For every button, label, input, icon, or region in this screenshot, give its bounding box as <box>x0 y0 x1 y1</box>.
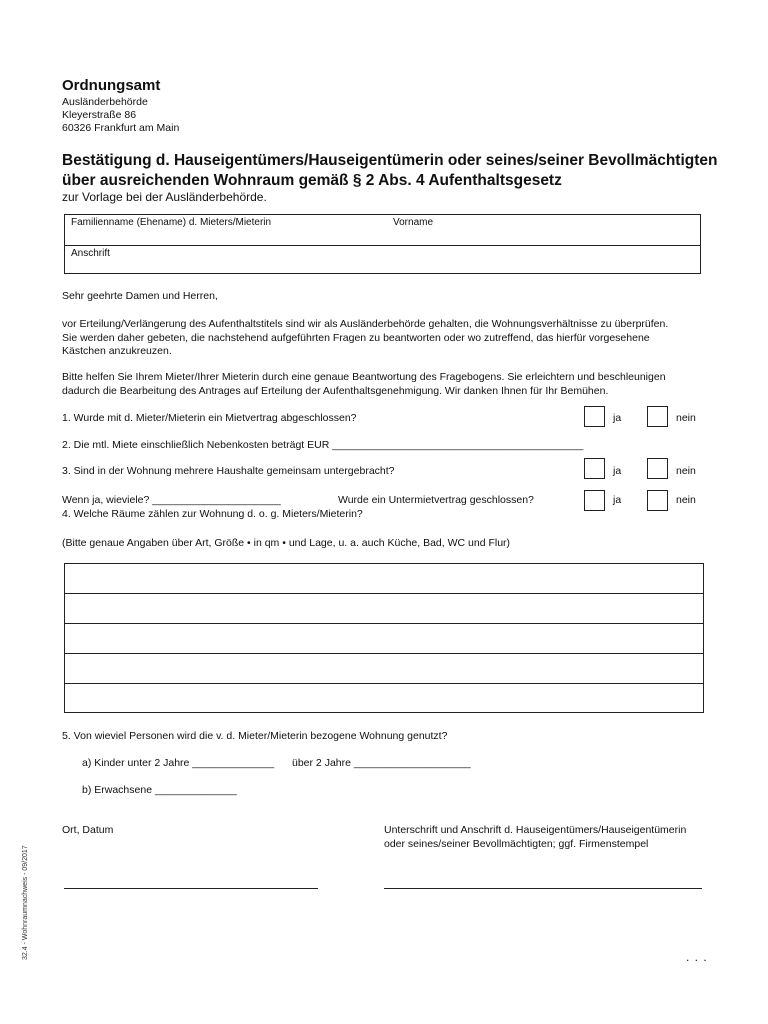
question-1: 1. Wurde mit d. Mieter/Mieterin ein Mietvertrag abgeschlossen? <box>62 412 357 424</box>
question-5: 5. Von wieviel Personen wird die v. d. Mieter/Mieterin bezogene Wohnung genutzt? <box>62 730 448 742</box>
office-department: Ausländerbehörde <box>62 96 148 108</box>
office-address <box>62 96 179 135</box>
rooms-row[interactable] <box>65 684 703 714</box>
question-2[interactable]: 2. Die mtl. Miete einschließlich Nebenkosten beträgt EUR ___________________________________________ <box>62 439 584 451</box>
rooms-row[interactable] <box>65 624 703 654</box>
signature-label <box>384 824 686 851</box>
intro-line3: Kästchen anzukreuzen. <box>62 345 172 357</box>
signature-label-line1: Unterschrift und Anschrift d. Hauseigentümers/Hauseigentümerin <box>384 824 687 836</box>
tenant-info-box <box>64 214 701 274</box>
form-title <box>62 151 762 191</box>
intro-line2: Sie werden daher gebeten, die nachstehend aufgeführten Fragen zu beantworten oder wo zutreffend, das hierfür vorgesehene <box>62 331 650 344</box>
request-paragraph <box>62 371 762 398</box>
greeting: Sehr geehrte Damen und Herren, <box>62 290 218 302</box>
intro-paragraph <box>62 318 762 359</box>
question-4-hint: (Bitte genaue Angaben über Art, Größe • in qm • und Lage, u. a. auch Küche, Bad, WC und Flur) <box>62 537 511 549</box>
tenant-name-row[interactable] <box>65 215 700 246</box>
continuation-dots: . . . <box>686 950 708 964</box>
sublet-yes-label: ja <box>613 494 622 506</box>
children-over-2-field[interactable]: über 2 Jahre ____________________ <box>292 757 471 769</box>
office-street: Kleyerstraße 86 <box>62 109 137 121</box>
tenant-surname-label: Familienname (Ehename) d. Mieters/Mieterin <box>71 217 272 228</box>
office-name: Ordnungsamt <box>62 77 161 94</box>
form-title-line2: über ausreichenden Wohnraum gemäß § 2 Abs. 4 Aufenthaltsgesetz <box>62 172 562 189</box>
sublet-yes-checkbox[interactable] <box>584 490 605 511</box>
sublet-no-checkbox[interactable] <box>647 490 668 511</box>
households-count-field[interactable]: Wenn ja, wieviele? ______________________ <box>62 494 281 506</box>
tenant-address-label: Anschrift <box>71 248 110 259</box>
place-date-label: Ort, Datum <box>62 824 114 836</box>
rooms-row[interactable] <box>65 654 703 684</box>
form-title-line1: Bestätigung d. Hauseigentümers/Hauseigentümerin oder seines/seiner Bevollmächtigten <box>62 152 718 169</box>
sublet-no-label: nein <box>676 494 696 506</box>
question-3: 3. Sind in der Wohnung mehrere Haushalte gemeinsam untergebracht? <box>62 465 395 477</box>
adults-field[interactable]: b) Erwachsene ______________ <box>82 784 237 796</box>
office-city: 60326 Frankfurt am Main <box>62 122 180 134</box>
q3-no-label: nein <box>676 465 696 477</box>
signature-line[interactable] <box>384 888 702 889</box>
request-line1: Bitte helfen Sie Ihrem Mieter/Ihrer Mieterin durch eine genaue Beantwortung des Fragebogens. Sie erleichtern und beschleunigen <box>62 371 666 383</box>
rooms-row[interactable] <box>65 564 703 594</box>
signature-label-line2: oder seines/seiner Bevollmächtigten; ggf. Firmenstempel <box>384 837 649 850</box>
question-4: 4. Welche Räume zählen zur Wohnung d. o. g. Mieters/Mieterin? <box>62 508 363 520</box>
q1-no-checkbox[interactable] <box>647 406 668 427</box>
form-code-note: 32.4 - Wohnraumnachweis - 09/2017 <box>22 845 29 960</box>
rooms-table <box>64 563 704 713</box>
request-line2: dadurch die Bearbeitung des Antrages auf Erteilung der Aufenthaltsgenehmigung. Wir danken Ihnen für Ihr Bemühen. <box>62 384 609 397</box>
q1-yes-checkbox[interactable] <box>584 406 605 427</box>
place-date-line[interactable] <box>64 888 318 889</box>
q3-yes-label: ja <box>613 465 622 477</box>
sublet-question: Wurde ein Untermietvertrag geschlossen? <box>338 494 534 506</box>
q1-no-label: nein <box>676 412 696 424</box>
q3-yes-checkbox[interactable] <box>584 458 605 479</box>
form-subtitle: zur Vorlage bei der Ausländerbehörde. <box>62 190 267 204</box>
tenant-firstname-label: Vorname <box>393 217 434 228</box>
intro-line1: vor Erteilung/Verlängerung des Aufenthaltstitels sind wir als Ausländerbehörde gehalten, die Wohnungsverhältnisse zu überprüfen. <box>62 318 669 330</box>
rooms-row[interactable] <box>65 594 703 624</box>
q1-yes-label: ja <box>613 412 622 424</box>
q3-no-checkbox[interactable] <box>647 458 668 479</box>
children-under-2-field[interactable]: a) Kinder unter 2 Jahre ______________ <box>82 757 275 769</box>
